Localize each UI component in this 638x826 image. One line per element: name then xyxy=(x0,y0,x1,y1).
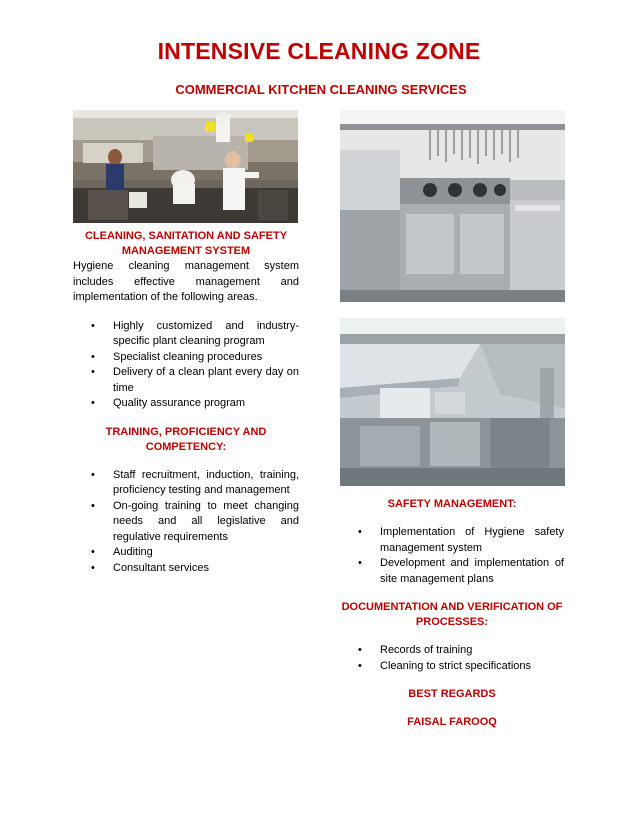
bullet-icon: • xyxy=(91,499,95,512)
documentation-bullet-list xyxy=(340,643,564,674)
bullet-icon: • xyxy=(91,546,95,558)
right-column xyxy=(340,497,564,730)
left-column xyxy=(73,229,299,576)
workers-cleaning-kitchen-photo xyxy=(73,110,298,223)
document-subtitle: COMMERCIAL KITCHEN CLEANING SERVICES xyxy=(175,82,467,97)
list-item: • Consultant services xyxy=(73,561,299,577)
section-heading-training: TRAINING, PROFICIENCY AND COMPETENCY: xyxy=(105,425,267,453)
list-item: • Highly customized and industry-specific plant cleaning program xyxy=(91,319,299,347)
section-heading-documentation: DOCUMENTATION AND VERIFICATION OF PROCESSES: xyxy=(341,601,563,628)
kitchen-exhaust-hoods-photo xyxy=(340,318,565,486)
list-item: • Implementation of Hygiene safety management system xyxy=(358,526,564,554)
list-item: • Records of training xyxy=(340,643,564,659)
bullet-icon: • xyxy=(358,557,362,569)
list-item: • Auditing xyxy=(73,545,299,561)
list-item: • Staff recruitment, induction, training, proficiency testing and management xyxy=(91,468,299,496)
training-bullet-list xyxy=(73,468,299,577)
bullet-icon: • xyxy=(358,659,362,672)
signature-name: FAISAL FAROOQ xyxy=(407,716,497,728)
bullet-icon: • xyxy=(91,561,95,574)
bullet-icon: • xyxy=(91,468,95,481)
safety-bullet-list xyxy=(340,525,564,587)
bullet-icon: • xyxy=(358,526,362,538)
bullet-icon: • xyxy=(91,366,95,378)
list-item: • Specialist cleaning procedures xyxy=(73,350,299,366)
document-title: INTENSIVE CLEANING ZONE xyxy=(157,38,481,64)
list-item: • Development and implementation of site management plans xyxy=(358,557,564,585)
section-heading-safety: SAFETY MANAGEMENT: xyxy=(387,498,517,510)
list-item: • Delivery of a clean plant every day on time xyxy=(91,366,299,394)
closing-text: BEST REGARDS xyxy=(408,688,496,700)
list-item: • Cleaning to strict specifications xyxy=(340,659,564,675)
section-heading-cleaning-sanitation: CLEANING, SANITATION AND SAFETY MANAGEMENT SYSTEM xyxy=(84,230,288,257)
bullet-icon: • xyxy=(91,350,95,363)
bullet-icon: • xyxy=(91,319,95,332)
bullet-icon: • xyxy=(91,397,95,409)
bullet-icon: • xyxy=(358,644,362,656)
section-intro-text: Hygiene cleaning management system includes effective management and implementation of the following areas. xyxy=(73,260,299,303)
cleaning-bullet-list xyxy=(73,319,299,412)
list-item: • On-going training to meet changing needs and all legislative and regulative requirements xyxy=(91,499,299,543)
stainless-kitchen-stoves-photo xyxy=(340,110,565,302)
list-item: • Quality assurance program xyxy=(73,396,299,412)
